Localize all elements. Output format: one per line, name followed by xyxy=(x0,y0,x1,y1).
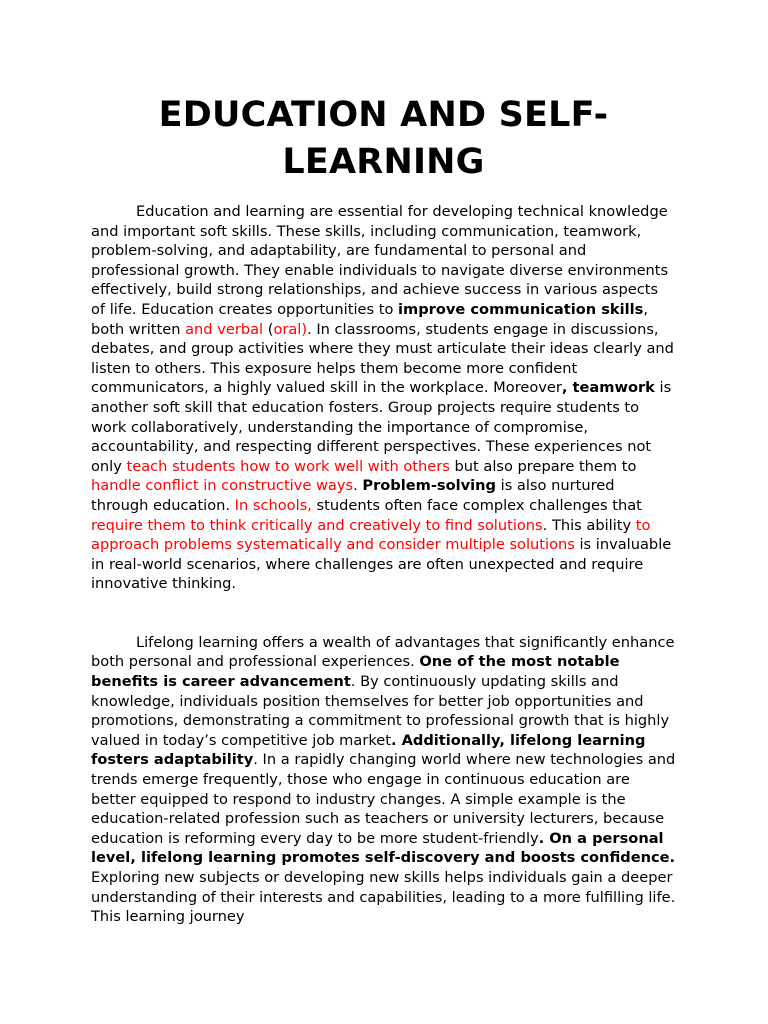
body-text: , both written xyxy=(91,300,648,338)
body-text: students often face complex challenges that xyxy=(311,496,642,514)
bold-text: . Additionally, lifelong learning fosters adaptability xyxy=(91,731,646,769)
highlighted-text: require them to think critically and creatively to find solutions xyxy=(91,516,543,534)
bold-text: , teamwork xyxy=(561,379,655,397)
body-text: Education and learning are essential for developing technical knowledge and important soft skills. These skills, including communication, teamwork, problem-solving, and adaptability, are fundamental to personal and professional growth. They enable individuals to navigate diverse environments effectively, build strong relationships, and achieve success in various aspects of life. Education creates opportunities to xyxy=(91,203,669,318)
body-text: is invaluable in real-world scenarios, where challenges are often unexpected and require innovative thinking. xyxy=(91,536,672,593)
bold-text: improve communication skills xyxy=(398,300,644,318)
body-text: Lifelong learning offers a wealth of advantages that significantly enhance both personal and professional experiences. xyxy=(91,633,675,671)
bold-text: Problem-solving xyxy=(362,477,496,495)
bold-text: One of the most notable benefits is career advancement xyxy=(91,653,620,691)
paragraph-education-skills xyxy=(91,202,676,594)
body-text: but also prepare them to xyxy=(449,457,637,475)
body-text: . In a rapidly changing world where new technologies and trends emerge frequently, those who engage in continuous education are better equipped to respond to industry changes. A simple example is the education-related profession such as teachers or university lecturers, because education is reforming every day to be more student-friendly xyxy=(91,751,676,847)
body-text: . By continuously updating skills and knowledge, individuals position themselves for better job opportunities and promotions, demonstrating a commitment to professional growth that is highly valued in today’s competitive job market xyxy=(91,673,670,749)
highlighted-text: and verbal xyxy=(185,320,264,338)
body-text: Exploring new subjects or developing new skills helps individuals gain a deeper understanding of their interests and capabilities, leading to a more fulfilling life. This learning journey xyxy=(91,869,676,926)
highlighted-text: handle conflict in constructive ways xyxy=(91,477,354,495)
highlighted-text: teach students how to work well with others xyxy=(126,457,450,475)
highlighted-text: oral) xyxy=(273,320,308,338)
body-text: ( xyxy=(263,320,274,338)
body-text: . In classrooms, students engage in discussions, debates, and group activities where they must articulate their ideas clearly and listen to others. This exposure helps them become more confident communicators, a highly valued skill in the workplace. Moreover xyxy=(91,320,674,397)
body-text: . xyxy=(353,477,363,495)
highlighted-text: In schools, xyxy=(234,496,312,514)
document-title: EDUCATION AND SELF-LEARNING xyxy=(158,95,609,182)
body-text: . This ability xyxy=(542,516,636,534)
highlighted-text: to approach problems systematically and consider multiple solutions xyxy=(91,516,651,554)
bold-text: . On a personal level, lifelong learning promotes self-discovery and boosts confidence. xyxy=(91,829,676,867)
paragraph-lifelong-learning xyxy=(91,633,676,927)
body-text: is also nurtured through education. xyxy=(91,477,615,514)
body-text: is another soft skill that education fosters. Group projects require students to work collaboratively, understanding the importance of compromise, accountability, and respecting different perspectives. These experiences not only xyxy=(91,379,672,475)
